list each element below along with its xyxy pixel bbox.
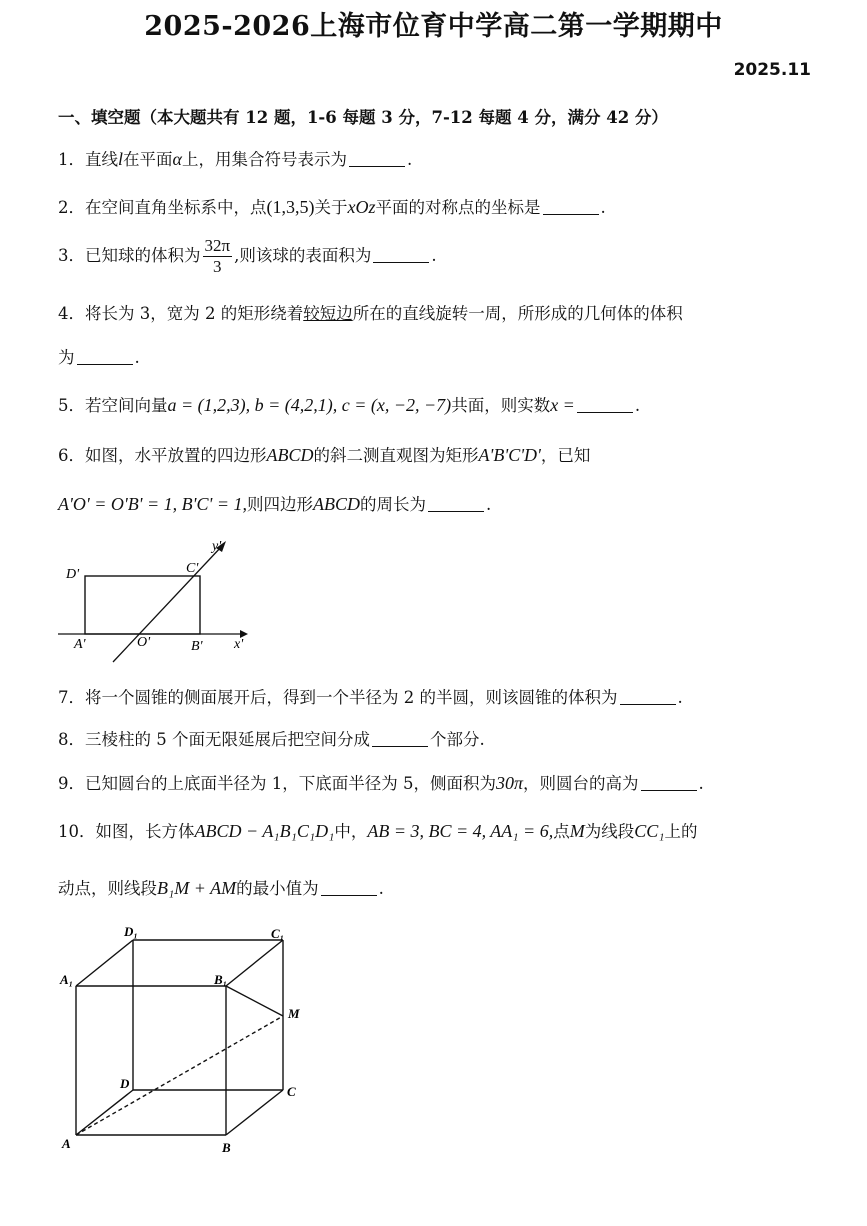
edge-ad xyxy=(76,1090,133,1135)
label-x: x' xyxy=(234,637,244,652)
answer-blank[interactable] xyxy=(641,790,697,791)
label-m: M xyxy=(288,1006,300,1021)
oblique-drawing-figure xyxy=(0,530,300,670)
label-c: C xyxy=(287,1084,296,1099)
question-7: 7．将一个圆锥的侧面展开后，得到一个半径为 2 的半圆，则该圆锥的体积为 . xyxy=(58,688,683,707)
question-6-cont: A'O' = O'B' = 1, B'C' = 1,则四边形ABCD的周长为 . xyxy=(58,494,492,514)
label-o: O' xyxy=(137,635,151,650)
cuboid-figure xyxy=(0,920,340,1170)
answer-blank[interactable] xyxy=(77,364,133,365)
edge-b1c1 xyxy=(226,940,283,986)
rectangle-abcd xyxy=(85,576,200,634)
question-8: 8．三棱柱的 5 个面无限延展后把空间分成 个部分. xyxy=(58,730,485,749)
question-3: 3．已知球的体积为 $\frac{32\pi}{3}$ ,则该球的表面积为 . xyxy=(58,236,437,276)
question-5: 5．若空间向量a = (1,2,3), b = (4,2,1), c = (x, −2, −7)共面，则实数x = . xyxy=(58,395,641,415)
answer-blank[interactable] xyxy=(349,166,405,167)
question-6: 6．如图，水平放置的四边形ABCD的斜二测直观图为矩形A'B'C'D'，已知 xyxy=(58,445,591,465)
label-d: D xyxy=(120,1076,130,1091)
label-b: B xyxy=(222,1140,231,1155)
answer-blank[interactable] xyxy=(577,412,633,413)
segment-am xyxy=(76,1016,283,1135)
question-10-cont: 动点，则线段B₁M + AM的最小值为 . xyxy=(58,878,384,898)
label-c1: C₁ xyxy=(271,926,285,941)
label-c: C' xyxy=(186,561,199,576)
label-b: B' xyxy=(191,639,203,654)
answer-blank[interactable] xyxy=(620,704,676,705)
label-a: A xyxy=(62,1136,71,1151)
question-2: 2．在空间直角坐标系中，点(1,3,5)关于xOz平面的对称点的坐标是 . xyxy=(58,197,606,217)
question-4: 4．将长为 3，宽为 2 的矩形绕着较短边所在的直线旋转一周，所形成的几何体的体积 xyxy=(58,304,683,323)
label-y: y' xyxy=(212,539,222,554)
y-axis xyxy=(113,546,222,662)
volume-fraction: $\frac{32\pi}{3}$ xyxy=(204,236,231,276)
segment-b1m xyxy=(226,986,283,1016)
label-a: A' xyxy=(74,637,86,652)
edge-bc xyxy=(226,1090,283,1135)
question-1: 1．直线l在平面α上，用集合符号表示为 . xyxy=(58,149,413,169)
answer-blank[interactable] xyxy=(321,895,377,896)
answer-blank[interactable] xyxy=(428,511,484,512)
exam-date: 2025.11 xyxy=(733,60,811,80)
answer-blank[interactable] xyxy=(373,262,429,263)
label-d: D' xyxy=(66,567,80,582)
answer-blank[interactable] xyxy=(372,746,428,747)
question-9: 9．已知圆台的上底面半径为 1，下底面半径为 5，侧面积为30π，则圆台的高为 . xyxy=(58,773,704,793)
section-heading: 一、填空题（本大题共有 12 题，1-6 每题 3 分，7-12 每题 4 分，满分 42 分） xyxy=(58,108,668,127)
label-a1: A₁ xyxy=(60,972,74,987)
answer-blank[interactable] xyxy=(543,214,599,215)
edge-a1d1 xyxy=(76,940,133,986)
question-4-cont: 为 . xyxy=(58,348,140,367)
question-10: 10．如图，长方体ABCD − A₁B₁C₁D₁中，AB = 3, BC = 4, AA₁ = 6,点M为线段CC₁上的 xyxy=(58,821,698,841)
label-b1: B₁ xyxy=(214,972,228,987)
page-title: 2025-2026上海市位育中学高二第一学期期中 xyxy=(144,11,723,42)
label-d1: D₁ xyxy=(124,924,138,939)
